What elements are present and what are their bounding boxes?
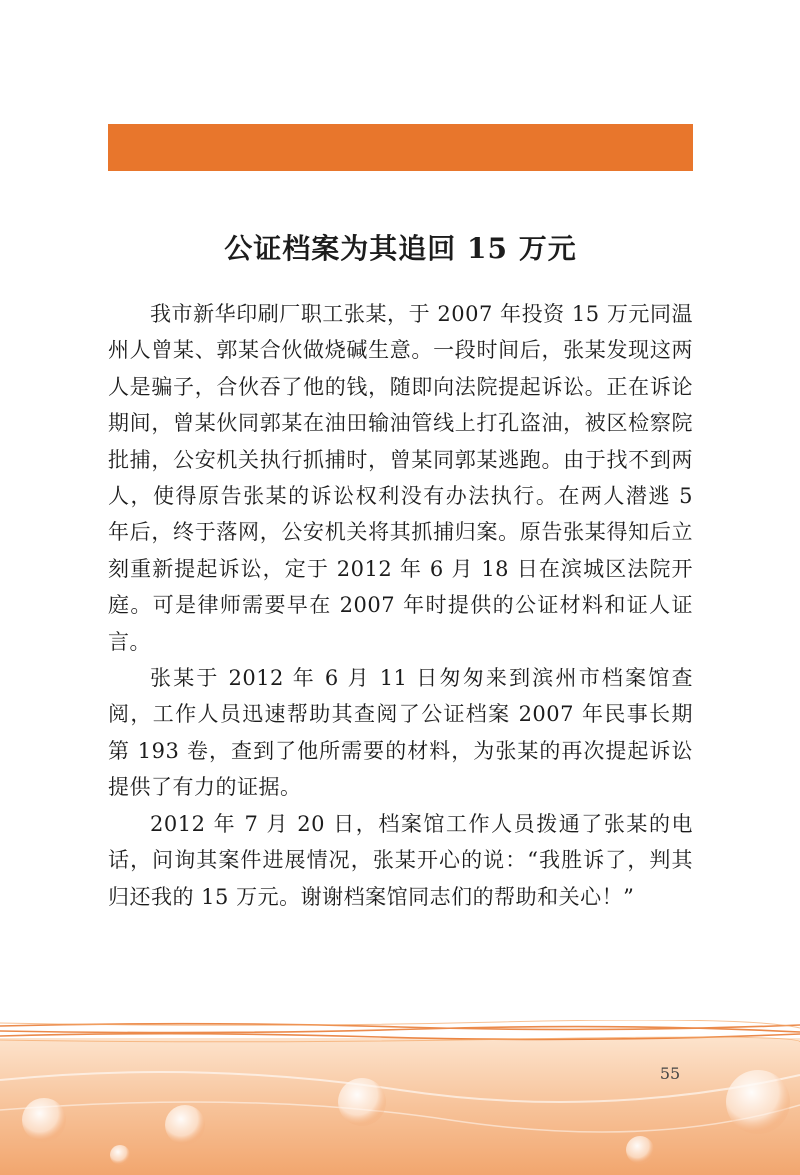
paragraph: 2012 年 7 月 20 日，档案馆工作人员拨通了张某的电话，问询其案件进展情况，张某开心的说：“我胜诉了，判其归还我的 15 万元。谢谢档案馆同志们的帮助和关心！” — [108, 811, 693, 909]
paragraph: 我市新华印刷厂职工张某，于 2007 年投资 15 万元同温州人曾某、郭某合伙做烧碱生意。一段时间后，张某发现这两人是骗子，合伙吞了他的钱，随即向法院提起诉讼。正在诉论期间，曾某伙同郭某在油田输油管线上打孔盗油，被区检察院批捕，公安机关执行抓捕时，曾某同郭某逃跑。由于找不到两人，使得原告张某的诉讼权利没有办法执行。在两人潜逃 5 年后，终于落网，公安机关将其抓捕归案。原告张某得知后立刻重新提起诉讼，定于 2012 年 6 月 18 日在滨城区法院开庭。可是律师需要早在 2007 年时提供的公证材料和证人证言。 — [108, 302, 693, 654]
article-body — [108, 296, 693, 915]
decorative-footer — [0, 1020, 800, 1175]
article-title: 公证档案为其追回 15 万元 — [224, 231, 577, 265]
header-color-bar — [108, 124, 693, 171]
paragraph: 张某于 2012 年 6 月 11 日匆匆来到滨州市档案馆查阅，工作人员迅速帮助其查阅了公证档案 2007 年民事长期第 193 卷，查到了他所需要的材料，为张某的再次提起诉讼提供了有力的证据。 — [108, 666, 693, 800]
page-number: 55 — [659, 1064, 681, 1083]
footer-decoration — [0, 1020, 800, 1175]
